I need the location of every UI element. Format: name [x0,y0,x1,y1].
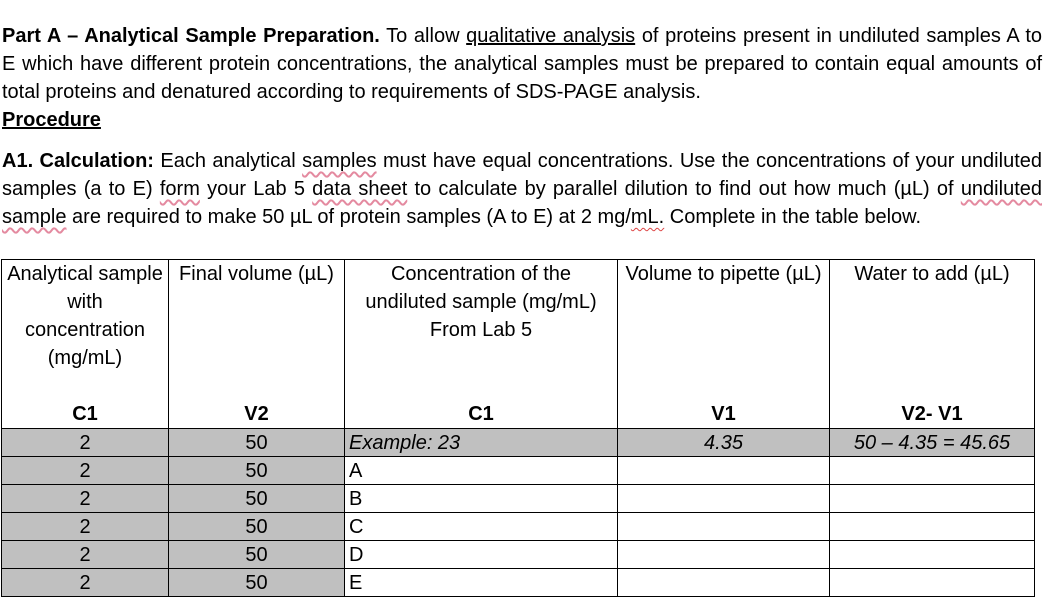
cell-water-input[interactable] [830,513,1035,541]
part-a-text: To allow [379,25,467,47]
a1-text: are required to make 50 µL of protein samples (A to E) at 2 mg/ [66,206,631,228]
table-row [2,485,1035,513]
dilution-table [1,259,1035,597]
header-undiluted-concentration: Concentration of the undiluted sample (mg/mL) From Lab 5 [345,260,618,401]
table-row [2,457,1035,485]
procedure-heading: Procedure [2,109,101,131]
a1-text: your Lab 5 [199,178,313,200]
part-a-heading: Part A – Analytical Sample Preparation. [2,25,380,47]
a1-text: to calculate by parallel dilution to find out how much (µL) of [407,178,961,200]
table-row-example [2,429,1035,457]
cell-concentration: 2 [2,457,169,485]
cell-concentration: 2 [2,429,169,457]
header-analytical-sample: Analytical sample with concentration (mg/mL) [2,260,169,401]
cell-water-input[interactable] [830,541,1035,569]
cell-final-volume: 50 [169,513,345,541]
cell-water-input[interactable] [830,569,1035,597]
table-row [2,513,1035,541]
subheader-c1-undiluted: C1 [345,400,618,429]
a1-word-sample: sample [2,206,67,228]
subheader-v1: V1 [618,400,830,429]
cell-undiluted: C [345,513,618,541]
a1-paragraph [2,147,1042,231]
a1-text: Complete in the table below. [664,206,922,228]
header-final-volume: Final volume (µL) [169,260,345,401]
part-a-text-2: of proteins present in undiluted samples A to E which have different protein concentrations, the analytical samples must be prepared to contain equal amounts of total proteins and denatured according to requirements of SDS-PAGE analysis. [2,25,1042,103]
cell-final-volume: 50 [169,541,345,569]
cell-final-volume: 50 [169,457,345,485]
cell-final-volume: 50 [169,569,345,597]
cell-water-input[interactable] [830,485,1035,513]
part-a-paragraph [2,22,1042,106]
cell-final-volume: 50 [169,429,345,457]
a1-word-data-sheet: data sheet [312,178,408,200]
a1-text: must have equal concentrations. Use the concentrations of your undiluted samples (a to E) [2,150,1042,200]
table-row [2,541,1035,569]
cell-water: 50 – 4.35 = 45.65 [830,429,1035,457]
cell-undiluted: E [345,569,618,597]
cell-concentration: 2 [2,569,169,597]
cell-concentration: 2 [2,485,169,513]
cell-volume-pipette-input[interactable] [618,569,830,597]
cell-concentration: 2 [2,541,169,569]
subheader-c1: C1 [2,400,169,429]
table-header-row [2,260,1035,401]
cell-undiluted: B [345,485,618,513]
cell-undiluted: A [345,457,618,485]
a1-text: Each analytical [153,150,303,172]
cell-volume-pipette-input[interactable] [618,457,830,485]
a1-word-undiluted: undiluted [960,178,1042,200]
subheader-v2-minus-v1: V2- V1 [830,400,1035,429]
qualitative-analysis-link[interactable]: qualitative analysis [466,25,636,47]
cell-water-input[interactable] [830,457,1035,485]
cell-volume-pipette-input[interactable] [618,485,830,513]
a1-word-form: form [159,178,200,200]
a1-word-samples: samples [302,150,377,172]
cell-concentration: 2 [2,513,169,541]
cell-volume-pipette-input[interactable] [618,541,830,569]
a1-word-ml: mL. [630,206,665,228]
cell-undiluted: D [345,541,618,569]
header-water-to-add: Water to add (µL) [830,260,1035,401]
subheader-v2: V2 [169,400,345,429]
table-row [2,569,1035,597]
cell-volume-pipette-input[interactable] [618,513,830,541]
table-subheader-row [2,400,1035,429]
a1-heading: A1. Calculation: [2,150,154,172]
header-volume-to-pipette: Volume to pipette (µL) [618,260,830,401]
cell-undiluted: Example: 23 [345,429,618,457]
cell-final-volume: 50 [169,485,345,513]
cell-volume-pipette: 4.35 [618,429,830,457]
